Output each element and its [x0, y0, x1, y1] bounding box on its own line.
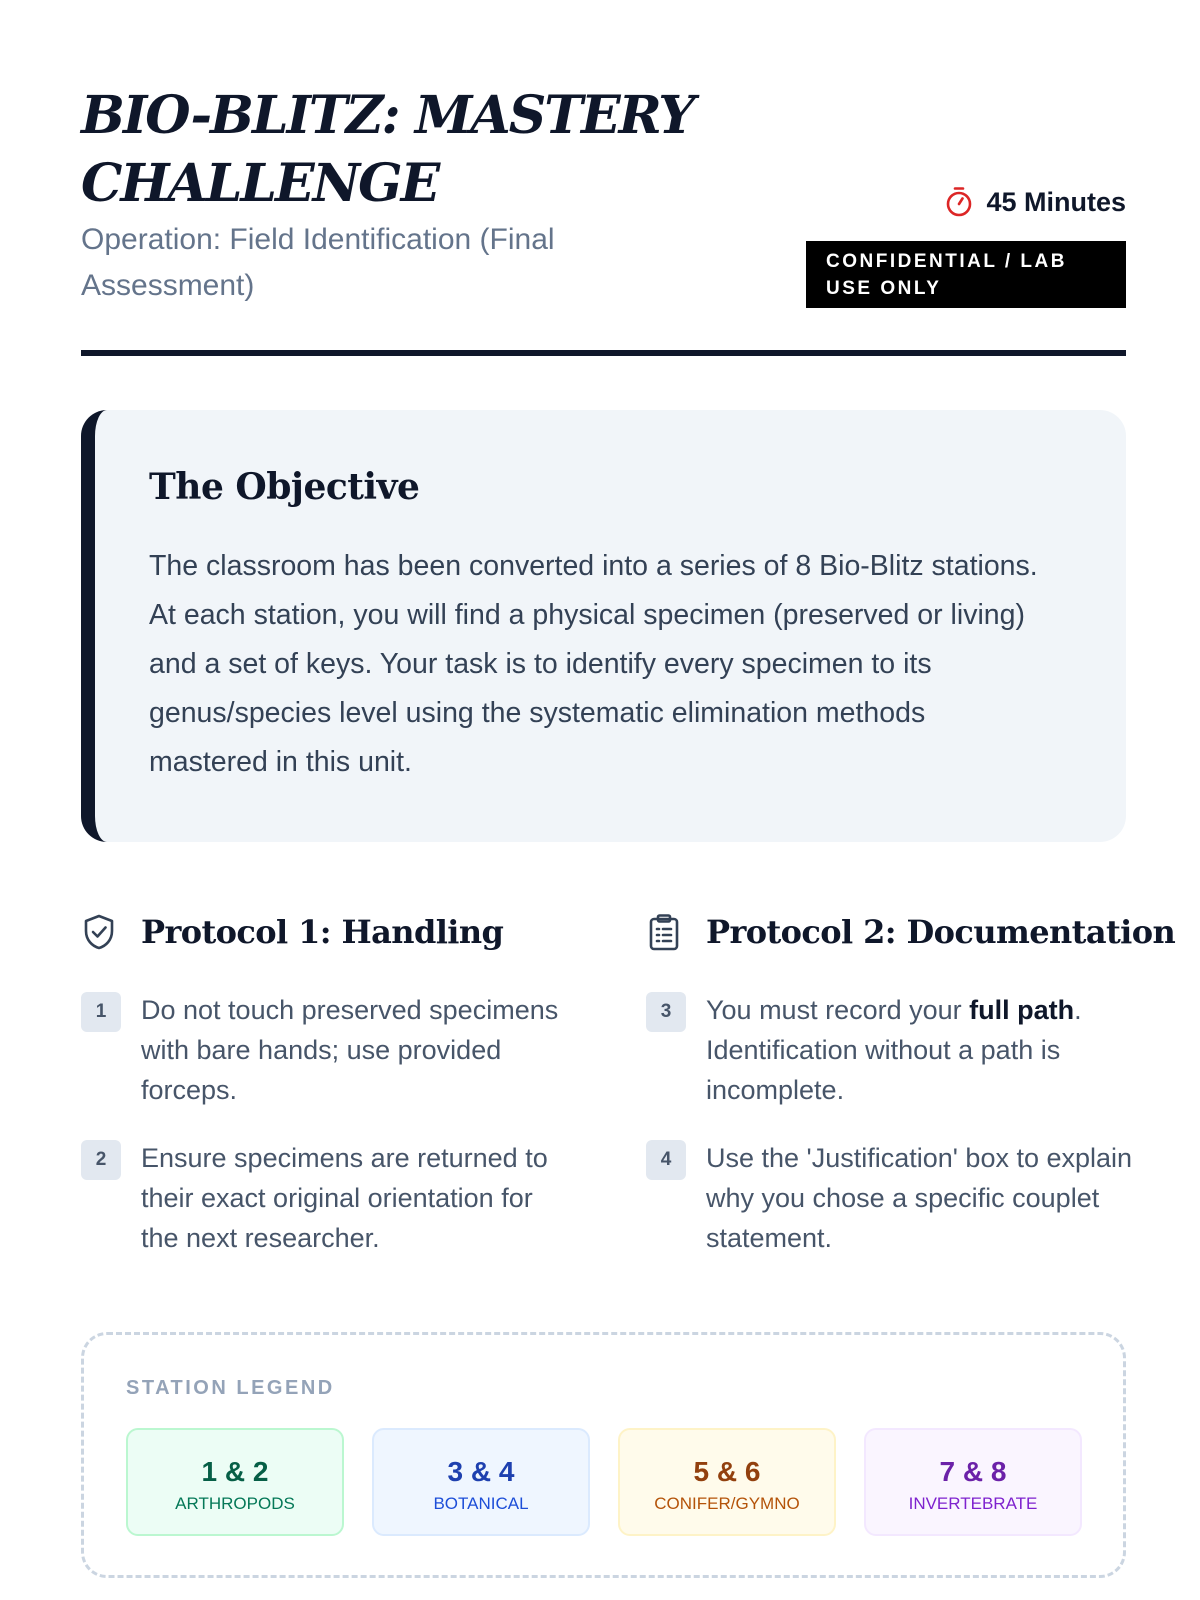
- step-text: Ensure specimens are returned to their exact original orientation for the next researcher.: [141, 1143, 548, 1253]
- page-header: [81, 82, 1126, 357]
- step-text: Use the 'Justification' box to explain why you chose a specific couplet statement.: [706, 1143, 1133, 1253]
- station-name: INVERTEBRATE: [908, 1494, 1038, 1513]
- step-number: 2: [81, 1140, 121, 1180]
- full-path-emphasis: full path: [969, 995, 1075, 1025]
- station-botanical: [372, 1428, 590, 1536]
- station-numbers: 1 & 2: [201, 1456, 269, 1487]
- protocol-handling: [81, 910, 571, 1253]
- step-text-start: You must record your: [706, 995, 970, 1025]
- protocol-2-title: Protocol 2: Documentation: [706, 913, 1176, 951]
- protocol-documentation: [646, 910, 1176, 1253]
- step-number: 3: [646, 992, 686, 1032]
- station-invertebrate: [864, 1428, 1082, 1536]
- station-numbers: 3 & 4: [447, 1456, 515, 1487]
- step-text: Do not touch preserved specimens with bare hands; use provided forceps.: [141, 995, 559, 1105]
- page-title: BIO-BLITZ: MASTERY CHALLENGE: [81, 85, 694, 214]
- timer-label: 45 Minutes: [986, 186, 1126, 217]
- step-text: [706, 990, 1136, 1110]
- station-name: CONIFER/GYMNO: [654, 1494, 800, 1513]
- shield-check-icon: [81, 913, 117, 951]
- confidential-badge: CONFIDENTIAL / LAB USE ONLY: [806, 241, 1126, 308]
- objective-heading: The Objective: [149, 466, 420, 508]
- station-numbers: 7 & 8: [939, 1456, 1007, 1487]
- objective-card: [81, 410, 1126, 842]
- station-name: ARTHROPODS: [175, 1494, 295, 1513]
- station-arthropods: [126, 1428, 344, 1536]
- objective-body: The classroom has been converted into a series of 8 Bio-Blitz stations. At each station, you will find a physical specimen (preserved or living) and a set of keys. Your task is to identify every specimen to its genus/species level using the systematic elimination methods mastered in this unit.: [149, 550, 1038, 778]
- clipboard-icon: [646, 913, 682, 951]
- page-subtitle: Operation: Field Identification (Final Assessment): [81, 223, 555, 302]
- station-conifer: [618, 1428, 836, 1536]
- header-divider: [81, 350, 1126, 356]
- protocol-1-title: Protocol 1: Handling: [141, 913, 504, 951]
- stopwatch-icon: [944, 186, 974, 218]
- timer: [944, 186, 1126, 218]
- station-legend: [81, 1332, 1126, 1578]
- step-number: 4: [646, 1140, 686, 1180]
- station-numbers: 5 & 6: [693, 1456, 761, 1487]
- step-number: 1: [81, 992, 121, 1032]
- step-text-end: . Identification without a path is incomplete.: [706, 995, 1082, 1105]
- station-name: BOTANICAL: [433, 1494, 529, 1513]
- legend-label: STATION LEGEND: [126, 1377, 335, 1399]
